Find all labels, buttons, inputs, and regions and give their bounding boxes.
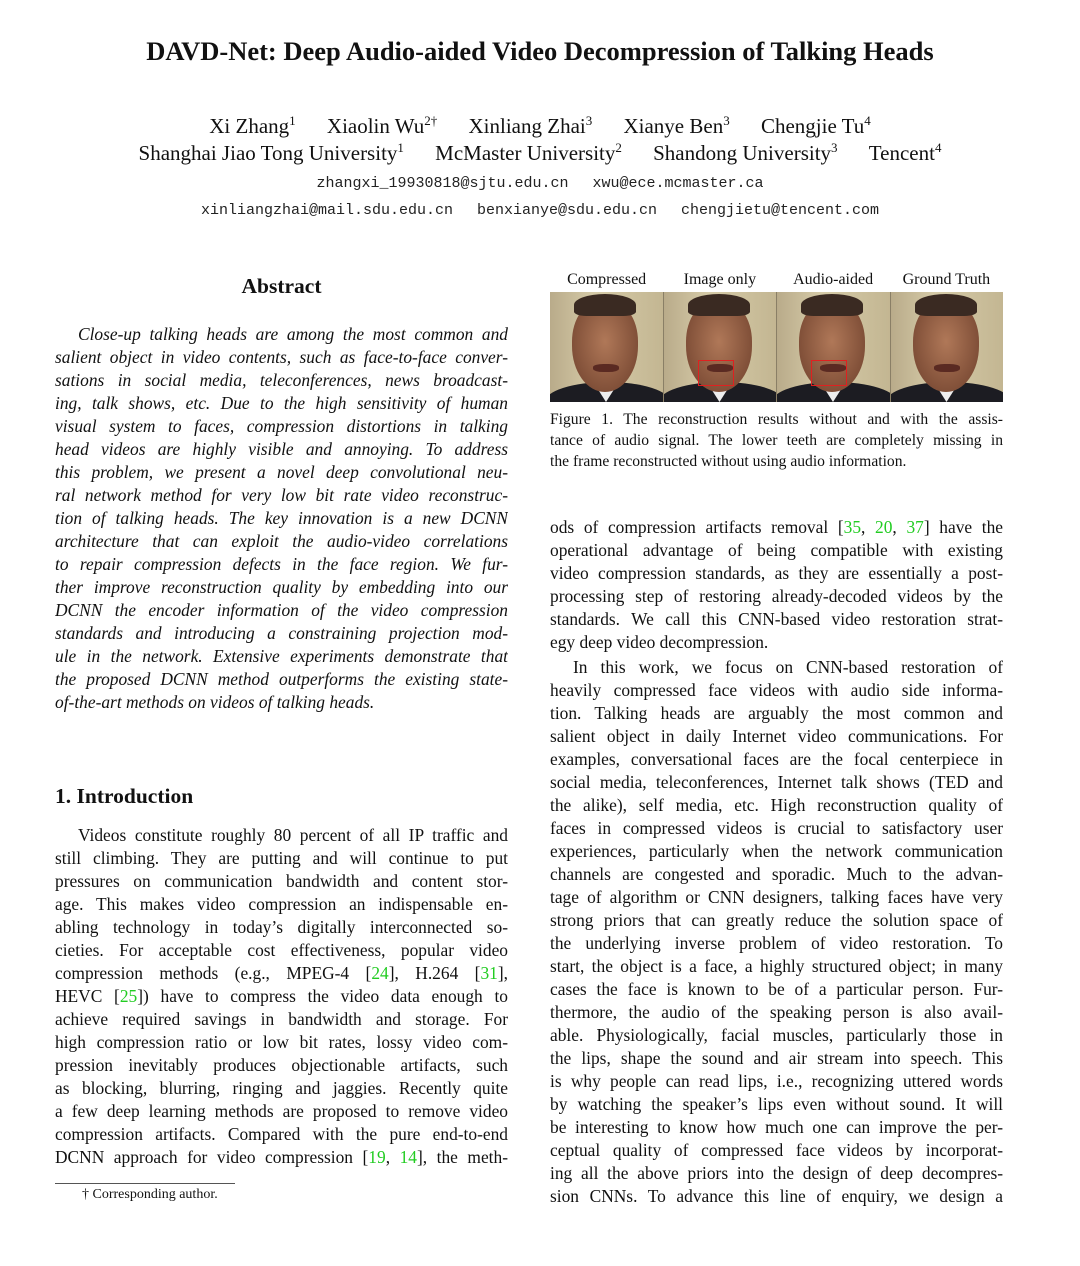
text-line [55, 553, 508, 576]
affiliation-name: Shandong University [653, 141, 832, 165]
compressed-frame [550, 292, 664, 402]
text-line [550, 794, 1003, 817]
audio-aided-frame [777, 292, 891, 402]
text-segment: able. Physiologically, facial muscles, particularly those in [550, 1025, 1003, 1045]
affiliation [435, 141, 622, 165]
affiliation-sup: 2 [615, 140, 622, 155]
citation-link[interactable]: 25 [119, 986, 138, 1006]
affiliation-name: McMaster University [435, 141, 616, 165]
author [327, 114, 437, 138]
affiliation-name: Shanghai Jiao Tong University [138, 141, 398, 165]
text-segment: , [861, 517, 876, 537]
text-line [550, 562, 1003, 585]
email: benxianye@sdu.edu.cn [476, 202, 658, 219]
author [761, 114, 871, 138]
author [469, 114, 593, 138]
text-line [550, 1047, 1003, 1070]
text-line [55, 599, 508, 622]
text-segment: salient object in video contents, such as face-to-face conver- [55, 347, 508, 367]
text-line [550, 516, 1003, 539]
figure-1-image [550, 292, 1003, 402]
text-segment: ceptual quality of compressed face videos by incorporat- [550, 1140, 1003, 1160]
text-line [55, 847, 508, 870]
email-row [0, 175, 1080, 192]
text-segment: is why people can read lips, i.e., recognizing uttered words [550, 1071, 1003, 1091]
image-only-frame [664, 292, 778, 402]
text-line [550, 1070, 1003, 1093]
text-line [55, 645, 508, 668]
text-segment: ing all the above priors into the design of deep decompres- [550, 1163, 1003, 1183]
text-line [550, 1139, 1003, 1162]
text-line [55, 668, 508, 691]
author-name: Xi Zhang [209, 114, 290, 138]
text-line [55, 1123, 508, 1146]
affiliation-name: Tencent [868, 141, 935, 165]
text-line [550, 1093, 1003, 1116]
text-segment: head videos are highly visible and annoying. To address [55, 439, 508, 459]
text-segment: compression methods (e.g., MPEG-4 [ [55, 963, 372, 983]
text-line [550, 608, 1003, 631]
text-line [55, 323, 508, 346]
figure-label: Image only [683, 271, 757, 288]
text-segment: pression inevitably produces objectionable artifacts, such [55, 1055, 508, 1075]
text-segment: be interesting to know how much one can improve the per- [550, 1117, 1003, 1137]
text-line [550, 955, 1003, 978]
text-line [55, 824, 508, 847]
text-line [55, 1100, 508, 1123]
text-segment: standards. We call this CNN-based video restoration strat- [550, 609, 1003, 629]
text-segment: ]) have to compress the video data enough to [137, 986, 508, 1006]
text-segment: ther improve reconstruction quality by embedding into our [55, 577, 508, 597]
introduction-body [55, 824, 508, 1169]
text-segment: faces in compressed videos is crucial to satisfactory user [550, 818, 1003, 838]
email: zhangxi_19930818@sjtu.edu.cn [316, 175, 569, 192]
text-segment: DCNN the encoder information of the video compression [55, 600, 508, 620]
email: xwu@ece.mcmaster.ca [592, 175, 764, 192]
text-segment: egy deep video decompression. [550, 632, 769, 652]
text-segment: sations in social media, teleconferences, news broadcast- [55, 370, 508, 390]
text-segment: abling technology in today’s digitally interconnected so- [55, 917, 508, 937]
email-row [0, 202, 1080, 219]
text-segment: tion of talking heads. The key innovation is a new DCNN [55, 508, 508, 528]
affiliation-sup: 1 [397, 140, 404, 155]
affiliation [139, 141, 404, 165]
text-line [55, 1077, 508, 1100]
affiliation-sup: 4 [934, 140, 942, 155]
text-segment: as blocking, blurring, ringing and jaggies. Recently quite [55, 1078, 508, 1098]
text-line [550, 1024, 1003, 1047]
text-segment: tance of audio signal. The lower teeth are completely missing in [550, 432, 1003, 449]
text-segment: experiences, particularly when the network communication [550, 841, 1003, 861]
paper-title: DAVD-Net: Deep Audio-aided Video Decompression of Talking Heads [146, 36, 934, 66]
text-segment: visual system to faces, compression distortions in talking [55, 416, 508, 436]
author-sup: 4 [864, 113, 871, 128]
text-segment: ral network method for very low bit rate video reconstruc- [55, 485, 508, 505]
text-segment: Videos constitute roughly 80 percent of all IP traffic and [78, 825, 508, 845]
text-segment: by watching the speaker’s lips even without sound. It will [550, 1094, 1003, 1114]
text-segment: video compression standards, as they are essentially a post- [550, 563, 1003, 583]
text-line [55, 962, 508, 985]
text-line [55, 576, 508, 599]
text-segment: the frame reconstructed without using audio information. [550, 453, 907, 470]
text-line [550, 817, 1003, 840]
text-line [550, 656, 1003, 679]
text-segment: salient object in daily Internet video communications. For [550, 726, 1003, 746]
text-segment: cieties. For acceptable cost effectiveness, popular video [55, 940, 508, 960]
text-segment: compression artifacts. Compared with the pure end-to-end [55, 1124, 508, 1144]
text-line [55, 369, 508, 392]
text-segment: ], [497, 963, 508, 983]
text-segment: social media, teleconferences, Internet talk shows (TED and [550, 772, 1003, 792]
author-sup: 3 [585, 113, 593, 128]
text-segment: high compression ratio or low bit rates, lossy video com- [55, 1032, 508, 1052]
right-paragraph-2 [550, 656, 1003, 1208]
text-segment: age. This makes video compression an indispensable en- [55, 894, 508, 914]
text-line [55, 916, 508, 939]
text-line [55, 1008, 508, 1031]
text-segment: processing step of restoring already-decoded videos by the [550, 586, 1003, 606]
section-heading-introduction: 1. Introduction [55, 784, 194, 808]
author-sup: 1 [289, 113, 296, 128]
author-name: Xinliang Zhai [468, 114, 586, 138]
text-segment: achieve required savings in bandwidth and storage. For [55, 1009, 508, 1029]
text-line [550, 978, 1003, 1001]
text-segment: this problem, we present a novel deep convolutional neu- [55, 462, 508, 482]
text-line [55, 691, 508, 714]
text-segment: DCNN approach for video compression [ [55, 1147, 369, 1167]
text-line [550, 863, 1003, 886]
text-line [55, 461, 508, 484]
text-segment: tage of algorithm or CNN designers, talking faces have very [550, 887, 1003, 907]
text-segment: Close-up talking heads are among the most common and [78, 324, 508, 344]
figure-labels [550, 271, 1003, 289]
text-line [550, 585, 1003, 608]
text-line [550, 886, 1003, 909]
text-segment: standards and introducing a constraining projection mod- [55, 623, 508, 643]
author-name: Chengjie Tu [760, 114, 865, 138]
text-line [550, 430, 1003, 451]
text-segment: ], the meth- [416, 1147, 508, 1167]
figure-caption [550, 409, 1003, 472]
text-line [55, 415, 508, 438]
text-line [55, 985, 508, 1008]
affiliation-sup: 3 [831, 140, 838, 155]
author-name: Xiaolin Wu [326, 114, 425, 138]
citation-link[interactable]: 35 [843, 517, 862, 537]
text-line [55, 939, 508, 962]
text-segment: operational advantage of being compatible with existing [550, 540, 1003, 560]
figure-label: Ground Truth [902, 271, 991, 288]
text-segment: the lips, shape the sound and air stream into speech. This [550, 1048, 1003, 1068]
text-segment: of-the-art methods on videos of talking heads. [55, 692, 375, 712]
citation-link[interactable]: 20 [875, 517, 893, 537]
text-line [550, 909, 1003, 932]
figure-label: Audio-aided [793, 271, 874, 288]
text-line [55, 346, 508, 369]
citation-link[interactable]: 14 [399, 1147, 417, 1167]
author [209, 114, 295, 138]
text-segment: Figure 1. The reconstruction results without and with the assis- [550, 411, 1003, 428]
text-line [550, 409, 1003, 430]
author-name: Xianye Ben [623, 114, 724, 138]
citation-link[interactable]: 24 [371, 963, 389, 983]
abstract-heading: Abstract [241, 274, 322, 298]
email: xinliangzhai@mail.sdu.edu.cn [200, 202, 453, 219]
text-segment: , [385, 1147, 400, 1167]
text-line [55, 1146, 508, 1169]
text-line [550, 1001, 1003, 1024]
text-segment: ], H.264 [ [388, 963, 481, 983]
text-segment: ing, talk shows, etc. Due to the high sensitivity of human [55, 393, 508, 413]
text-segment: the proposed DCNN method outperforms the existing state- [55, 669, 508, 689]
highlight-box [811, 360, 847, 386]
footnote-rule [55, 1183, 235, 1184]
citation-link[interactable]: 19 [368, 1147, 386, 1167]
text-segment: examples, conversational faces are the focal centerpiece in [550, 749, 1003, 769]
text-segment: still climbing. They are putting and will continue to put [55, 848, 508, 868]
text-segment: the underlying inverse problem of video restoration. To [550, 933, 1003, 953]
citation-link[interactable]: 31 [480, 963, 498, 983]
text-line [550, 631, 1003, 654]
text-line [550, 771, 1003, 794]
text-segment: pressures on communication bandwidth and content stor- [55, 871, 508, 891]
text-line [55, 507, 508, 530]
text-segment: , [892, 517, 907, 537]
text-segment: tion. Talking heads are arguably the most common and [550, 703, 1003, 723]
text-line [550, 932, 1003, 955]
text-segment: ods of compression artifacts removal [ [550, 517, 844, 537]
citation-link[interactable]: 37 [906, 517, 924, 537]
highlight-box [698, 360, 734, 386]
affiliation [653, 141, 837, 165]
text-segment: heavily compressed face videos with audio side informa- [550, 680, 1003, 700]
text-segment: ule in the network. Extensive experiments demonstrate that [55, 646, 508, 666]
email: chengjietu@tencent.com [681, 202, 880, 219]
author-list [0, 113, 1080, 139]
text-line [55, 893, 508, 916]
text-line [550, 539, 1003, 562]
text-line [550, 1185, 1003, 1208]
text-line [55, 392, 508, 415]
text-segment: start, the object is a face, a highly structured object; in many [550, 956, 1003, 976]
ground-truth-frame [891, 292, 1004, 402]
text-segment: ] have the [923, 517, 1003, 537]
text-line [550, 748, 1003, 771]
text-segment: architecture that can exploit the audio-video correlations [55, 531, 508, 551]
text-line [550, 679, 1003, 702]
affiliation-list [0, 140, 1080, 166]
text-line [55, 438, 508, 461]
author-sup: 3 [723, 113, 730, 128]
text-line [55, 530, 508, 553]
right-paragraph-1 [550, 516, 1003, 654]
text-segment: to repair compression defects in the face region. We fur- [55, 554, 508, 574]
affiliation [869, 141, 942, 165]
footnote: † Corresponding author. [82, 1187, 218, 1202]
author-sup: 2† [424, 113, 438, 128]
text-line [550, 451, 1003, 472]
text-line [55, 1054, 508, 1077]
text-segment: the alike), self media, etc. High reconstruction quality of [550, 795, 1003, 815]
text-segment: HEVC [ [55, 986, 120, 1006]
text-line [550, 1162, 1003, 1185]
text-line [55, 622, 508, 645]
text-line [55, 870, 508, 893]
text-segment: strong priors that can greatly reduce the solution space of [550, 910, 1003, 930]
author [623, 114, 729, 138]
text-segment: thermore, the audio of the speaking person is also avail- [550, 1002, 1003, 1022]
abstract-body [55, 323, 508, 714]
text-line [55, 484, 508, 507]
text-line [55, 1031, 508, 1054]
text-segment: channels are congested and sporadic. Much to the advan- [550, 864, 1003, 884]
text-line [550, 725, 1003, 748]
text-line [550, 1116, 1003, 1139]
text-segment: cases the face is known to be of a particular person. Fur- [550, 979, 1003, 999]
figure-label: Compressed [567, 271, 647, 288]
text-segment: In this work, we focus on CNN-based restoration of [573, 657, 1003, 677]
text-segment: a few deep learning methods are proposed to remove video [55, 1101, 508, 1121]
text-line [550, 840, 1003, 863]
text-line [550, 702, 1003, 725]
text-segment: sion CNNs. To advance this line of enquiry, we design a [550, 1186, 1003, 1206]
